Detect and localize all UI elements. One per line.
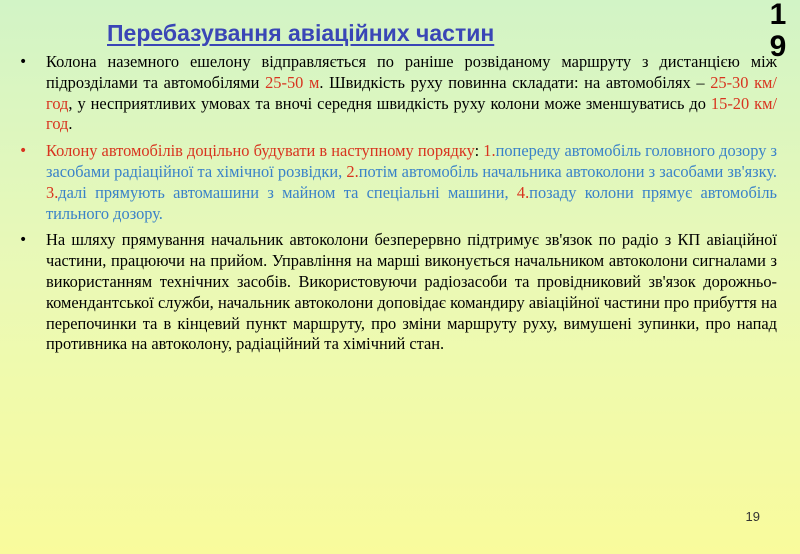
bullet-dot-icon: •: [19, 143, 28, 160]
step-number: 1.: [483, 141, 496, 161]
bullet-dot-icon: •: [19, 232, 28, 249]
bullet-text: .: [68, 114, 73, 134]
step-text: потім автомобіль начальника автоколони з засобами зв'язку.: [358, 161, 777, 181]
bullet-list: [19, 52, 777, 355]
bullet-item: [19, 52, 777, 135]
speed-highlight: 25-30 км/год: [46, 72, 777, 113]
bullet-heading: Колону автомобілів доцільно будувати в наступному порядку: [46, 141, 475, 161]
page-number: 19: [745, 509, 760, 524]
bullet-text: Колона наземного ешелону відправляється по раніше розвіданому маршруту з дистанцією між підрозділами та автомобілями: [46, 52, 777, 92]
bullet-item: [19, 141, 777, 224]
bullet-text: :: [474, 141, 484, 161]
step-number: 4.: [516, 182, 530, 202]
distance-highlight: 25-50 м: [265, 72, 320, 92]
bullet-text: , у несприятливих умовах та вночі середня швидкість руху колони може зменшуватись до: [68, 93, 711, 113]
bullet-dot-icon: •: [19, 54, 28, 70]
step-number: 3.: [46, 182, 59, 202]
slide-title: Перебазування авіаційних частин: [107, 20, 495, 46]
step-number: 2.: [346, 161, 359, 181]
step-text: далі прямують автомашини з майном та спеціальні машини,: [58, 182, 517, 202]
step-text: попереду автомобіль головного дозору з засобами радіаційної та хімічної розвідки,: [46, 141, 778, 181]
bullet-text: На шляху прямування начальник автоколони безперервно підтримує зв'язок по радіо з КП авіаційної частини, працюючи на прийом. Управління на марші виконується начальником автоколони сигналами з використанням технічних засобів. Використовуючи радіозасоби та провідниковий зв'язок дорожньо-комендантської служби, начальник автоколони доповідає командиру авіаційної частини про прибуття на перепочинки та в кінцевий пункт маршруту, про зміни маршруту руху, вимушені зупинки, про напад противника на автоколону, радіаційний та хімічний стан.: [46, 230, 777, 354]
bullet-item: [19, 230, 777, 355]
corner-number-digit: 9: [769, 30, 787, 63]
step-text: позаду колони прямує автомобіль тильного дозору.: [46, 182, 777, 223]
corner-number-digit: 1: [769, 0, 787, 31]
bullet-text: . Швидкість руху повинна складати: на автомобілях –: [319, 72, 711, 92]
speed-highlight: 15-20 км/год: [46, 93, 778, 134]
